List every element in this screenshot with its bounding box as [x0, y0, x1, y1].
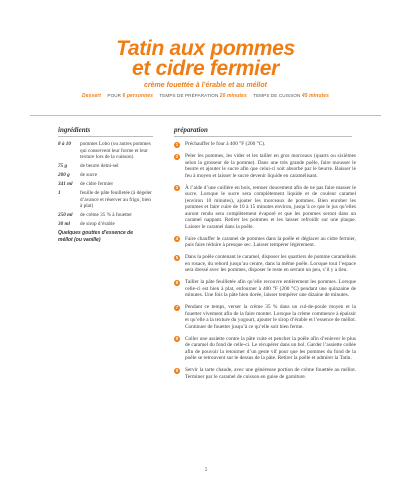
- preparation-heading: préparation: [174, 126, 208, 134]
- step-text: Servir la tarte chaude, avec une généreuse portion de crème fouettée au méllot. Terminer par le caramel de cuisson en guise de garniture.: [185, 367, 356, 380]
- ingredient-item: [58, 163, 158, 170]
- cook-time-label: TEMPS DE CUISSON: [253, 93, 301, 98]
- ingredient-quantity: 30 ml: [58, 221, 70, 227]
- step-number-badge: 4: [175, 236, 179, 241]
- ingredient-item: [58, 212, 158, 219]
- step-text: Peler les pommes, les vider et les tailler en gros morceaux (quarts ou sixièmes selon la grosseur de la pomme). Dans une très grande poêle, faire mousser le beurre et ajouter le sucre afin que celui-ci soit absorbé par le beurre. Baisser le feu à moyen et laisser le sucre devenir liquide en caramélisant.: [185, 153, 356, 179]
- step-number-badge: 6: [175, 279, 179, 285]
- recipe-title-line-1: Tatin aux pommes: [116, 37, 295, 60]
- step-number-badge: 1: [175, 141, 179, 147]
- preparation-steps: [174, 141, 356, 386]
- preparation-step: [174, 141, 356, 148]
- step-number-badge: 9: [175, 367, 179, 373]
- ingredient-item: [58, 172, 158, 179]
- preparation-step: [174, 279, 356, 299]
- serves-value: 6 personnes: [122, 93, 154, 99]
- recipe-kind: Dessert: [81, 93, 102, 99]
- ingredient-quantity: 200 g: [58, 172, 70, 178]
- page-number: 1: [204, 467, 208, 473]
- ingredient-item: [58, 141, 158, 161]
- step-text: Préchauffer le four à 400 °F (200 °C).: [185, 141, 266, 147]
- cook-time-value: 45 minutes: [301, 93, 329, 99]
- ingredient-note: Quelques gouttes d’essence de méllot (ou vanille): [58, 230, 134, 243]
- ingredient-quantity: 1: [58, 190, 61, 196]
- preparation-divider: [174, 136, 352, 137]
- ingredient-description: de crème 35 % à fouetter: [80, 212, 132, 218]
- serves-label: POUR: [107, 93, 122, 98]
- ingredient-quantity: 8 à 10: [58, 141, 71, 147]
- ingredient-description: de cidre fermier: [80, 181, 114, 187]
- ingredients-list: [58, 141, 158, 243]
- step-text: À l’aide d’une cuillère en bois, remuer doucement afin de ne pas faire masser le sucre. Lorsque le sucre sera complètement liquide et de couleur caramel (environ 10 minutes), ajouter les morceaux de pommes. Bien enrober les pommes et faire cuire de 10 à 15 minutes environ, jusqu’à ce que le jus qu’elles auront rendu sera complètement évaporé et que les pommes seront dans un caramel nappant. Retirer les pommes et les laisser refroidir sur une plaque. Laisser le caramel dans la poêle.: [185, 184, 356, 230]
- ingredient-quantity: 250 ml: [58, 212, 73, 218]
- preparation-step: [174, 367, 356, 380]
- preparation-step: [174, 153, 356, 179]
- ingredients-heading: ingrédients: [58, 126, 91, 134]
- ingredient-item: [58, 190, 158, 210]
- step-text: Dans la poêle contenant le caramel, disposer les quartiers de pomme caramélisés en rosace, du rebord jusqu’au centre, dans la même poêle. Lorsque tout l’espace sera dressé avec les pommes, disposer le reste en serrant un peu, s’il y a lieu.: [185, 254, 356, 273]
- preparation-step: [174, 304, 356, 330]
- step-number-badge: 7: [175, 304, 179, 310]
- prep-time-label: TEMPS DE PRÉPARATION: [159, 93, 219, 98]
- ingredient-description: feuille de pâte feuilletée (à dégeler d’avance et réserver au frigo, bien à plat): [80, 190, 152, 209]
- step-number-badge: 2: [175, 153, 179, 159]
- step-text: Tailler la pâte feuilletée afin qu’elle recouvre entièrement les pommes. Lorsque celle-ci est bien à plat, enfourner à 400 °F (200 °C) pendant une quinzaine de minutes. Une fois la pâte bien dorée, laisser tempérer une dizaine de minutes.: [185, 279, 356, 298]
- ingredient-item: [58, 221, 158, 228]
- step-text: Pendant ce temps, verser la crème 35 % dans un cul-de-poule moyen et la fouetter vivement afin de la faire monter. Lorsque la crème commence à épaissir et qu’elle a la texture du yogourt, ajouter le sirop d’érable et l’essence de méllot. Continuer de fouetter jusqu’à ce qu’elle soit bien ferme.: [185, 304, 356, 330]
- ingredient-item: [58, 181, 158, 188]
- recipe-title-line-2: et cidre fermier: [132, 57, 279, 80]
- preparation-step: [174, 185, 356, 231]
- header-divider: [30, 115, 381, 116]
- ingredient-quantity: 341 ml: [58, 181, 73, 187]
- ingredient-description: de sirop d’érable: [80, 221, 115, 227]
- ingredient-description: pommes Lobo (ou autres pommes qui conservent leur forme et leur texture lors de la cuisson): [80, 141, 151, 160]
- prep-time-value: 20 minutes: [219, 93, 247, 99]
- ingredient-description: de beurre demi-sel: [80, 163, 119, 169]
- preparation-step: [174, 336, 356, 362]
- step-number-badge: 8: [175, 336, 179, 341]
- step-text: Faire chauffer le caramel de pommes dans la poêle et déglacer au cidre fermier, puis faire réduire à presque sec. Laisser tempérer légèrement.: [185, 235, 356, 248]
- step-number-badge: 3: [175, 185, 179, 190]
- recipe-subtitle: crème fouettée à l’érable et au méllot: [144, 82, 267, 89]
- ingredient-description: de sucre: [80, 172, 98, 178]
- ingredient-quantity: 75 g: [58, 163, 68, 169]
- ingredients-divider: [58, 136, 153, 137]
- recipe-meta: [0, 93, 411, 99]
- step-text: Coller une assiette contre la pâte cuite et pencher la poêle afin d’enlever le plus de caramel du fond de celle-ci. Le récupérer dans un bol. Garder l’assiette collée afin de pouvoir la retourner d’un geste vif pour que les pommes du fond de la poêle se retrouvent sur le dessus de la pâte. Retirer la poêle et admirer la Tatin.: [185, 335, 356, 361]
- preparation-step: [174, 236, 356, 249]
- preparation-step: [174, 254, 356, 274]
- step-number-badge: 5: [175, 254, 179, 260]
